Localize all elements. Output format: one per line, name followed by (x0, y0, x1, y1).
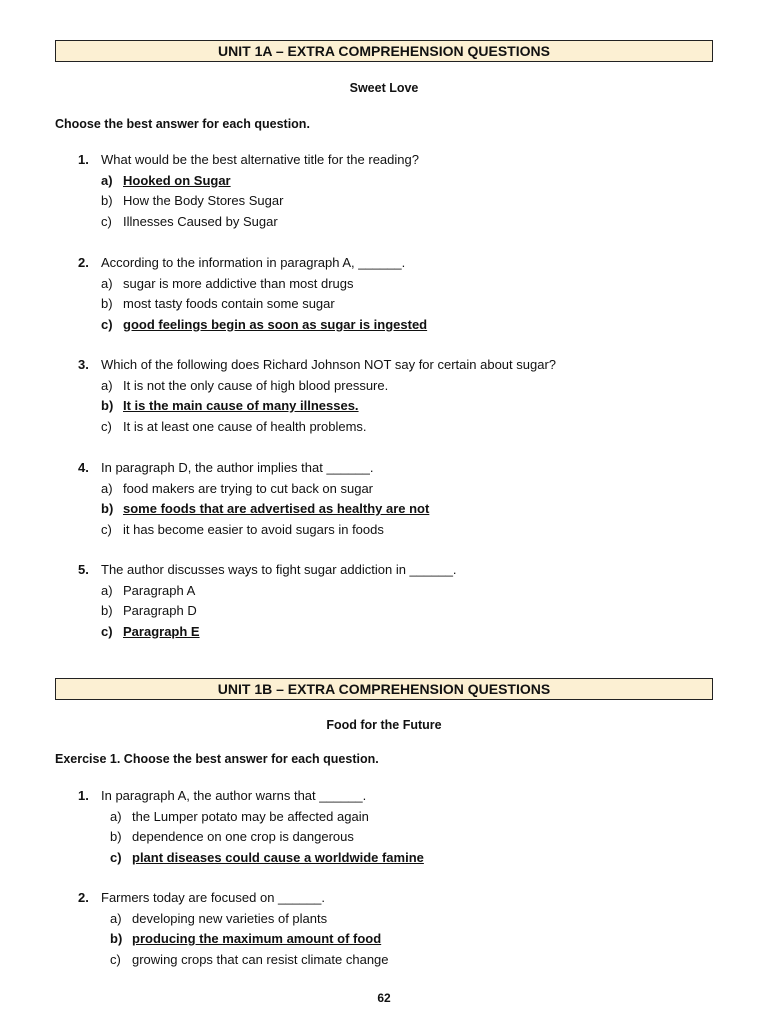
answer-option[interactable] (78, 520, 738, 541)
option-text: It is at least one cause of health problems. (123, 418, 367, 434)
option-text: Paragraph A (123, 582, 196, 598)
option-letter: b) (110, 931, 123, 946)
question-number: 1. (78, 788, 89, 803)
option-text: It is the main cause of many illnesses. (123, 398, 359, 413)
option-text: good feelings begin as soon as sugar is ingested (123, 316, 428, 332)
option-text: Paragraph E (123, 623, 200, 639)
unit-1b-instruction: Exercise 1. Choose the best answer for each question. (55, 752, 379, 766)
option-letter: b) (110, 829, 122, 844)
answer-option[interactable] (78, 622, 738, 643)
unit-1a-banner: UNIT 1A – EXTRA COMPREHENSION QUESTIONS (55, 40, 713, 62)
option-letter: b) (101, 398, 114, 413)
option-text: plant diseases could cause a worldwide famine (132, 849, 424, 865)
question-text: Which of the following does Richard Johnson NOT say for certain about sugar? (101, 357, 556, 372)
option-letter: a) (110, 808, 122, 824)
answer-option[interactable] (78, 909, 738, 930)
option-letter: a) (101, 480, 113, 496)
question-text: Farmers today are focused on ______. (101, 890, 326, 905)
question-1a-5 (78, 560, 738, 642)
answer-option[interactable] (78, 499, 738, 520)
option-letter: b) (101, 296, 113, 311)
question-1b-2 (78, 888, 738, 970)
question-1a-1 (78, 150, 738, 232)
answer-option[interactable] (78, 417, 738, 438)
answer-option[interactable] (78, 827, 738, 848)
option-text: How the Body Stores Sugar (123, 193, 284, 208)
answer-option[interactable] (78, 929, 738, 950)
question-text: In paragraph D, the author implies that ______. (101, 460, 374, 475)
question-number: 5. (78, 562, 89, 577)
option-letter: b) (101, 501, 114, 516)
question-number: 2. (78, 255, 89, 270)
option-text: growing crops that can resist climate change (132, 951, 389, 967)
option-letter: c) (110, 951, 121, 967)
question-1a-2 (78, 253, 738, 335)
question-1a-3 (78, 355, 738, 437)
answer-option[interactable] (78, 294, 738, 315)
option-text: sugar is more addictive than most drugs (123, 275, 354, 291)
question-text: In paragraph A, the author warns that ______. (101, 788, 367, 803)
answer-option[interactable] (78, 171, 738, 192)
option-letter: a) (101, 275, 113, 291)
option-text: it has become easier to avoid sugars in foods (123, 521, 384, 537)
answer-option[interactable] (78, 191, 738, 212)
question-number: 3. (78, 357, 89, 372)
answer-option[interactable] (78, 274, 738, 295)
question-1a-4 (78, 458, 738, 540)
answer-option[interactable] (78, 212, 738, 233)
answer-option[interactable] (78, 601, 738, 622)
option-letter: c) (110, 849, 122, 865)
answer-option[interactable] (78, 315, 738, 336)
answer-option[interactable] (78, 807, 738, 828)
option-letter: a) (101, 377, 113, 393)
option-letter: c) (101, 418, 112, 434)
unit-1b-subtitle: Food for the Future (326, 718, 442, 732)
option-letter: c) (101, 213, 112, 229)
option-text: developing new varieties of plants (132, 910, 328, 926)
option-letter: b) (101, 603, 113, 618)
option-text: Illnesses Caused by Sugar (123, 213, 278, 229)
option-text: Hooked on Sugar (123, 172, 231, 188)
option-letter: a) (101, 172, 113, 188)
question-number: 4. (78, 460, 89, 475)
option-letter: c) (101, 316, 113, 332)
option-letter: a) (101, 582, 113, 598)
answer-option[interactable] (78, 479, 738, 500)
page-number: 62 (377, 991, 391, 1005)
question-text: The author discusses ways to fight sugar addiction in ______. (101, 562, 457, 577)
question-number: 1. (78, 152, 89, 167)
option-letter: b) (101, 193, 113, 208)
question-1b-1 (78, 786, 738, 868)
answer-option[interactable] (78, 396, 738, 417)
answer-option[interactable] (78, 848, 738, 869)
option-text: It is not the only cause of high blood pressure. (123, 377, 389, 393)
option-text: producing the maximum amount of food (132, 931, 382, 946)
answer-option[interactable] (78, 581, 738, 602)
question-number: 2. (78, 890, 89, 905)
option-letter: c) (101, 623, 113, 639)
question-text: According to the information in paragraph A, ______. (101, 255, 406, 270)
option-text: some foods that are advertised as healthy are not (123, 501, 430, 516)
answer-option[interactable] (78, 376, 738, 397)
option-letter: a) (110, 910, 122, 926)
option-text: Paragraph D (123, 603, 197, 618)
option-text: dependence on one crop is dangerous (132, 829, 354, 844)
unit-1b-banner: UNIT 1B – EXTRA COMPREHENSION QUESTIONS (55, 678, 713, 700)
option-letter: c) (101, 521, 112, 537)
option-text: the Lumper potato may be affected again (132, 808, 369, 824)
unit-1a-instruction: Choose the best answer for each question. (55, 117, 310, 131)
answer-option[interactable] (78, 950, 738, 971)
option-text: most tasty foods contain some sugar (123, 296, 335, 311)
question-text: What would be the best alternative title for the reading? (101, 152, 419, 167)
option-text: food makers are trying to cut back on sugar (123, 480, 374, 496)
unit-1a-subtitle: Sweet Love (349, 81, 419, 95)
